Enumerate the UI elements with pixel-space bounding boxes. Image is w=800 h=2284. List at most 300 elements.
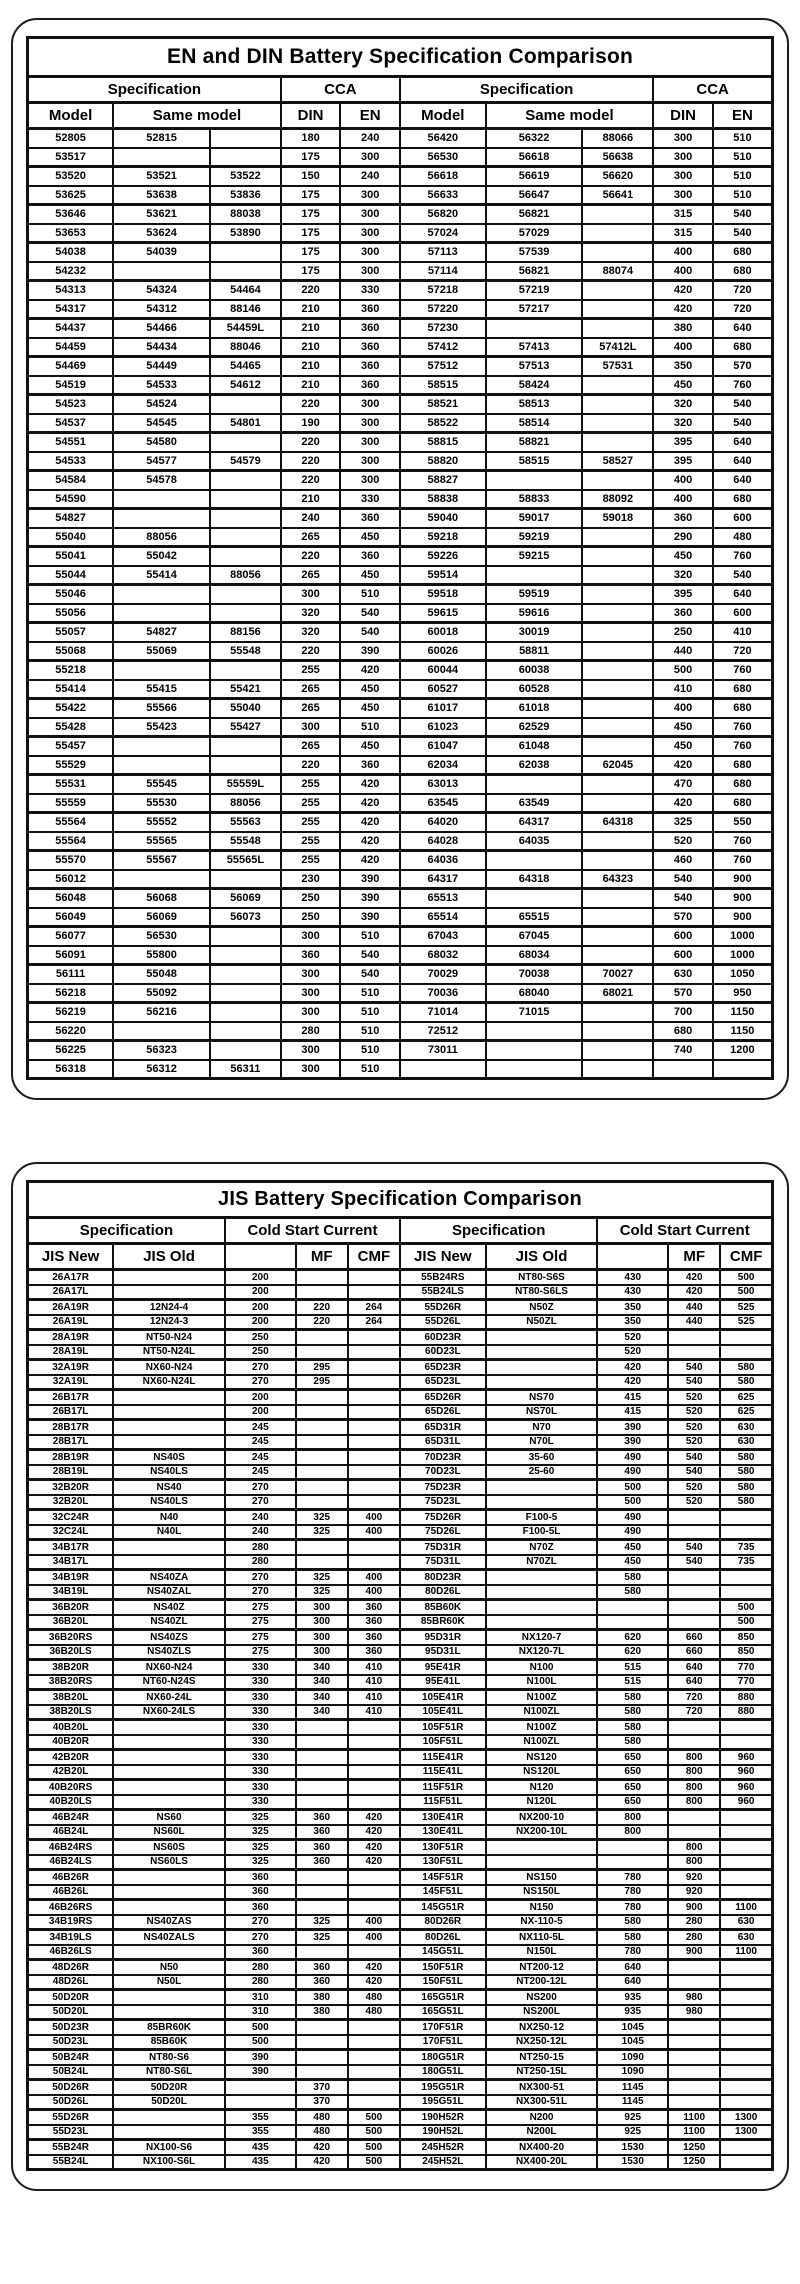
cell: 55044 bbox=[28, 566, 114, 585]
cell bbox=[296, 2065, 348, 2080]
cell: 71015 bbox=[486, 1003, 583, 1022]
cell: 88056 bbox=[210, 794, 281, 813]
cell: 12N24-4 bbox=[113, 1300, 225, 1315]
cell: 510 bbox=[340, 984, 400, 1003]
cell bbox=[582, 281, 653, 300]
cell: 510 bbox=[713, 129, 773, 148]
cell: 50D23R bbox=[28, 2020, 114, 2035]
cell: NS120 bbox=[486, 1750, 598, 1765]
cell: 56091 bbox=[28, 946, 114, 965]
cell: 300 bbox=[296, 1630, 348, 1645]
cell: 71014 bbox=[400, 1003, 486, 1022]
cell: 320 bbox=[281, 623, 341, 642]
cell: 55421 bbox=[210, 680, 281, 699]
cell: 54577 bbox=[113, 452, 210, 471]
cell: 360 bbox=[348, 1615, 400, 1630]
cell: 32A19R bbox=[28, 1360, 114, 1375]
cell: 265 bbox=[281, 737, 341, 756]
cell: 540 bbox=[668, 1450, 720, 1465]
table-row bbox=[28, 889, 773, 908]
cell: 245H52R bbox=[400, 2140, 486, 2155]
cell: 34B19LS bbox=[28, 1930, 114, 1945]
cell: NX60-N24 bbox=[113, 1660, 225, 1675]
cell: 55068 bbox=[28, 642, 114, 661]
cell: 1045 bbox=[597, 2020, 668, 2035]
cell: 56323 bbox=[113, 1041, 210, 1060]
cell: 340 bbox=[296, 1690, 348, 1705]
cell: 34B19R bbox=[28, 1570, 114, 1585]
cell bbox=[113, 262, 210, 281]
cell: 53890 bbox=[210, 224, 281, 243]
cell: 410 bbox=[348, 1660, 400, 1675]
cell bbox=[113, 1405, 225, 1420]
table-row bbox=[28, 205, 773, 224]
cell bbox=[668, 1735, 720, 1750]
cell: 640 bbox=[668, 1660, 720, 1675]
cell: NS60S bbox=[113, 1840, 225, 1855]
cell: 270 bbox=[225, 1360, 296, 1375]
table-row bbox=[28, 1660, 773, 1675]
table-row bbox=[28, 984, 773, 1003]
cell: NX120-7 bbox=[486, 1630, 598, 1645]
cell: 760 bbox=[713, 832, 773, 851]
cell: 34B19RS bbox=[28, 1915, 114, 1930]
table-row bbox=[28, 1525, 773, 1540]
cell bbox=[582, 414, 653, 433]
cell: 130E41R bbox=[400, 1810, 486, 1825]
table-row bbox=[28, 832, 773, 851]
table-row bbox=[28, 2155, 773, 2170]
cell bbox=[582, 585, 653, 604]
col-header-din-left: DIN bbox=[281, 103, 341, 129]
table-row bbox=[28, 604, 773, 623]
cell: 52815 bbox=[113, 129, 210, 148]
cell: 175 bbox=[281, 186, 341, 205]
cell: 280 bbox=[225, 1975, 296, 1990]
cell bbox=[486, 889, 583, 908]
cell: 410 bbox=[348, 1705, 400, 1720]
cell: N150L bbox=[486, 1945, 598, 1960]
cell: N70ZL bbox=[486, 1555, 598, 1570]
cell: 56820 bbox=[400, 205, 486, 224]
cell: 510 bbox=[340, 718, 400, 737]
cell: 34B19L bbox=[28, 1585, 114, 1600]
cell: 1300 bbox=[720, 2110, 772, 2125]
cell: 370 bbox=[296, 2080, 348, 2095]
cell: 48D26R bbox=[28, 1960, 114, 1975]
cell: 275 bbox=[225, 1615, 296, 1630]
cell: 61048 bbox=[486, 737, 583, 756]
cell: 55D26L bbox=[400, 1315, 486, 1330]
cell: 1200 bbox=[713, 1041, 773, 1060]
cell bbox=[400, 1060, 486, 1079]
col-header-mf-right: MF bbox=[668, 1244, 720, 1270]
cell bbox=[668, 1345, 720, 1360]
cell bbox=[210, 433, 281, 452]
cell: 760 bbox=[713, 661, 773, 680]
cell: N200 bbox=[486, 2110, 598, 2125]
cell: 280 bbox=[225, 1960, 296, 1975]
cell: 420 bbox=[668, 1285, 720, 1300]
cell bbox=[582, 395, 653, 414]
cell bbox=[582, 566, 653, 585]
cell bbox=[720, 2020, 772, 2035]
cell: 255 bbox=[281, 813, 341, 832]
cell: 46B24RS bbox=[28, 1840, 114, 1855]
cell: 105F51R bbox=[400, 1720, 486, 1735]
cell: 275 bbox=[225, 1630, 296, 1645]
table-row bbox=[28, 1885, 773, 1900]
cell: 58838 bbox=[400, 490, 486, 509]
cell: 500 bbox=[225, 2035, 296, 2050]
cell: 310 bbox=[225, 1990, 296, 2005]
cell: 59226 bbox=[400, 547, 486, 566]
cell: 680 bbox=[653, 1022, 713, 1041]
cell: 55457 bbox=[28, 737, 114, 756]
cell: 54469 bbox=[28, 357, 114, 376]
cell: 40B20LS bbox=[28, 1795, 114, 1810]
cell bbox=[296, 2035, 348, 2050]
cell: 54519 bbox=[28, 376, 114, 395]
cell: 75D31R bbox=[400, 1540, 486, 1555]
cell: 55092 bbox=[113, 984, 210, 1003]
table-row bbox=[28, 1780, 773, 1795]
cell: 980 bbox=[668, 1990, 720, 2005]
cell: 55545 bbox=[113, 775, 210, 794]
cell: 420 bbox=[348, 1975, 400, 1990]
cell: 32C24R bbox=[28, 1510, 114, 1525]
cell: 680 bbox=[713, 262, 773, 281]
cell: 64036 bbox=[400, 851, 486, 870]
table-row bbox=[28, 1300, 773, 1315]
cell bbox=[720, 2155, 772, 2170]
cell bbox=[113, 870, 210, 889]
cell: 265 bbox=[281, 528, 341, 547]
cell: 450 bbox=[653, 547, 713, 566]
cell bbox=[582, 1022, 653, 1041]
cell: 28B17L bbox=[28, 1435, 114, 1450]
cell bbox=[348, 1780, 400, 1795]
cell: 900 bbox=[713, 870, 773, 889]
cell: 360 bbox=[225, 1885, 296, 1900]
cell bbox=[348, 1405, 400, 1420]
cell: 395 bbox=[653, 585, 713, 604]
cell: 36B20RS bbox=[28, 1630, 114, 1645]
cell: 420 bbox=[653, 756, 713, 775]
cell: 50D20R bbox=[113, 2080, 225, 2095]
cell: 210 bbox=[281, 300, 341, 319]
table-row bbox=[28, 1420, 773, 1435]
cell: 1000 bbox=[713, 946, 773, 965]
cell bbox=[296, 1495, 348, 1510]
cell bbox=[296, 1390, 348, 1405]
cell: 64020 bbox=[400, 813, 486, 832]
cell: 700 bbox=[653, 1003, 713, 1022]
cell bbox=[296, 1540, 348, 1555]
cell: 85B60K bbox=[400, 1600, 486, 1615]
cell: 450 bbox=[340, 680, 400, 699]
cell bbox=[597, 1615, 668, 1630]
cell: 46B26R bbox=[28, 1870, 114, 1885]
cell: 55218 bbox=[28, 661, 114, 680]
column-header-row bbox=[28, 1244, 773, 1270]
table-row bbox=[28, 1690, 773, 1705]
cell: 55415 bbox=[113, 680, 210, 699]
cell: 275 bbox=[225, 1645, 296, 1660]
cell bbox=[720, 1840, 772, 1855]
cell: NS40ZL bbox=[113, 1615, 225, 1630]
cell bbox=[720, 1990, 772, 2005]
cell bbox=[582, 661, 653, 680]
cell: 800 bbox=[668, 1750, 720, 1765]
cell: 57531 bbox=[582, 357, 653, 376]
cell: 68032 bbox=[400, 946, 486, 965]
cell: 54312 bbox=[113, 300, 210, 319]
cell bbox=[668, 2080, 720, 2095]
cell: N50ZL bbox=[486, 1315, 598, 1330]
cell: 73011 bbox=[400, 1041, 486, 1060]
cell: N50Z bbox=[486, 1300, 598, 1315]
cell: 630 bbox=[720, 1930, 772, 1945]
cell: 500 bbox=[720, 1270, 772, 1285]
cell: 395 bbox=[653, 433, 713, 452]
cell: 53621 bbox=[113, 205, 210, 224]
table-row bbox=[28, 927, 773, 946]
cell: 25-60 bbox=[486, 1465, 598, 1480]
cell: N120L bbox=[486, 1795, 598, 1810]
cell: 780 bbox=[597, 1945, 668, 1960]
col-header-model-left: Model bbox=[28, 103, 114, 129]
cell: 55548 bbox=[210, 642, 281, 661]
cell: 500 bbox=[597, 1495, 668, 1510]
cell: 56312 bbox=[113, 1060, 210, 1079]
cell: 85BR60K bbox=[113, 2020, 225, 2035]
cell: 315 bbox=[653, 205, 713, 224]
cell: 52805 bbox=[28, 129, 114, 148]
cell: 58522 bbox=[400, 414, 486, 433]
cell: 340 bbox=[296, 1675, 348, 1690]
cell bbox=[113, 1435, 225, 1450]
cell bbox=[486, 1585, 598, 1600]
cell: 550 bbox=[713, 813, 773, 832]
cell: 64035 bbox=[486, 832, 583, 851]
cell: 57220 bbox=[400, 300, 486, 319]
table-row bbox=[28, 1840, 773, 1855]
cell: 54612 bbox=[210, 376, 281, 395]
cell: 65D23R bbox=[400, 1360, 486, 1375]
cell: 265 bbox=[281, 566, 341, 585]
cell: 38B20RS bbox=[28, 1675, 114, 1690]
cell bbox=[720, 2095, 772, 2110]
cell: 1150 bbox=[713, 1003, 773, 1022]
cell: 325 bbox=[296, 1525, 348, 1540]
cell: 64317 bbox=[400, 870, 486, 889]
cell: 55548 bbox=[210, 832, 281, 851]
cell: 300 bbox=[281, 927, 341, 946]
cell: 34B17L bbox=[28, 1555, 114, 1570]
cell: 330 bbox=[225, 1690, 296, 1705]
cell: 490 bbox=[597, 1450, 668, 1465]
cell: 325 bbox=[225, 1825, 296, 1840]
cell: 40B20RS bbox=[28, 1780, 114, 1795]
cell: 360 bbox=[296, 1825, 348, 1840]
cell: 60026 bbox=[400, 642, 486, 661]
table-row bbox=[28, 1945, 773, 1960]
cell bbox=[348, 1765, 400, 1780]
cell: 35-60 bbox=[486, 1450, 598, 1465]
table-row bbox=[28, 1480, 773, 1495]
cell: 88046 bbox=[210, 338, 281, 357]
cell: NS40ZA bbox=[113, 1570, 225, 1585]
cell: 500 bbox=[348, 2155, 400, 2170]
cell: 300 bbox=[281, 718, 341, 737]
cell bbox=[348, 1360, 400, 1375]
cell: 50D26R bbox=[28, 2080, 114, 2095]
cell bbox=[113, 604, 210, 623]
cell: 850 bbox=[720, 1645, 772, 1660]
cell: 360 bbox=[340, 376, 400, 395]
cell: 175 bbox=[281, 224, 341, 243]
cell: 53646 bbox=[28, 205, 114, 224]
cell: NS40ZAS bbox=[113, 1915, 225, 1930]
cell: 200 bbox=[225, 1285, 296, 1300]
table-row bbox=[28, 1060, 773, 1079]
cell: 540 bbox=[340, 946, 400, 965]
cell bbox=[582, 604, 653, 623]
cell: 61018 bbox=[486, 699, 583, 718]
cell: 56049 bbox=[28, 908, 114, 927]
cell: 240 bbox=[340, 167, 400, 186]
cell: 350 bbox=[597, 1300, 668, 1315]
cell: 115E41R bbox=[400, 1750, 486, 1765]
cell: 55D26R bbox=[28, 2110, 114, 2125]
cell: 190 bbox=[281, 414, 341, 433]
cell: 360 bbox=[225, 1900, 296, 1915]
cell: 70D23L bbox=[400, 1465, 486, 1480]
cell: 720 bbox=[668, 1690, 720, 1705]
cell: 54801 bbox=[210, 414, 281, 433]
cell bbox=[653, 1060, 713, 1079]
cell: 65D31R bbox=[400, 1420, 486, 1435]
table-title-row bbox=[28, 1182, 773, 1218]
cell: NS200 bbox=[486, 1990, 598, 2005]
cell bbox=[486, 1345, 598, 1360]
cell: 56311 bbox=[210, 1060, 281, 1079]
cell: NS40Z bbox=[113, 1600, 225, 1615]
cell: 55800 bbox=[113, 946, 210, 965]
cell: 300 bbox=[296, 1600, 348, 1615]
cell: 540 bbox=[340, 623, 400, 642]
cell: 1100 bbox=[668, 2110, 720, 2125]
cell: 57218 bbox=[400, 281, 486, 300]
col-header-en-left: EN bbox=[340, 103, 400, 129]
cell: 880 bbox=[720, 1705, 772, 1720]
en-din-table bbox=[26, 36, 774, 1080]
cell: 50B24L bbox=[28, 2065, 114, 2080]
cell bbox=[720, 1825, 772, 1840]
cell bbox=[348, 2095, 400, 2110]
cell: 540 bbox=[340, 965, 400, 984]
cell: 360 bbox=[296, 1975, 348, 1990]
table-row bbox=[28, 1810, 773, 1825]
cell: 245 bbox=[225, 1465, 296, 1480]
cell: 55414 bbox=[113, 566, 210, 585]
cell bbox=[348, 1720, 400, 1735]
cell: N100Z bbox=[486, 1720, 598, 1735]
cell: 300 bbox=[340, 452, 400, 471]
cell: NS40ZLS bbox=[113, 1645, 225, 1660]
cell bbox=[296, 1555, 348, 1570]
cell: 800 bbox=[668, 1765, 720, 1780]
cell: 440 bbox=[668, 1315, 720, 1330]
cell: 920 bbox=[668, 1885, 720, 1900]
cell: 880 bbox=[720, 1690, 772, 1705]
cell: 640 bbox=[713, 471, 773, 490]
cell: 1145 bbox=[597, 2095, 668, 2110]
cell: 195G51L bbox=[400, 2095, 486, 2110]
cell bbox=[713, 1060, 773, 1079]
cell: 680 bbox=[713, 699, 773, 718]
cell: 360 bbox=[340, 756, 400, 775]
cell: NT50-N24 bbox=[113, 1330, 225, 1345]
cell: 70027 bbox=[582, 965, 653, 984]
cell: 220 bbox=[296, 1315, 348, 1330]
cell: 380 bbox=[296, 2005, 348, 2020]
table-row bbox=[28, 1022, 773, 1041]
cell bbox=[668, 1330, 720, 1345]
cell: NT200-12 bbox=[486, 1960, 598, 1975]
cell bbox=[486, 1360, 598, 1375]
table-title: EN and DIN Battery Specification Comparison bbox=[28, 38, 773, 77]
cell: NX400-20L bbox=[486, 2155, 598, 2170]
cell: 300 bbox=[340, 395, 400, 414]
cell: 56618 bbox=[400, 167, 486, 186]
cell: 360 bbox=[348, 1600, 400, 1615]
table-row bbox=[28, 1975, 773, 1990]
cell bbox=[296, 1270, 348, 1285]
cell: 330 bbox=[225, 1735, 296, 1750]
cell: 450 bbox=[340, 528, 400, 547]
cell: 390 bbox=[340, 642, 400, 661]
cell bbox=[486, 1330, 598, 1345]
col-header-din-right: DIN bbox=[653, 103, 713, 129]
cell: 67043 bbox=[400, 927, 486, 946]
table-row bbox=[28, 699, 773, 718]
cell: 130F51R bbox=[400, 1840, 486, 1855]
cell bbox=[296, 1765, 348, 1780]
cell bbox=[348, 1420, 400, 1435]
cell: 53522 bbox=[210, 167, 281, 186]
cell: 55056 bbox=[28, 604, 114, 623]
cell: 65D26L bbox=[400, 1405, 486, 1420]
cell: 330 bbox=[340, 490, 400, 509]
cell: 250 bbox=[281, 908, 341, 927]
cell bbox=[113, 1780, 225, 1795]
cell: 315 bbox=[653, 224, 713, 243]
cell: 600 bbox=[653, 946, 713, 965]
col-header-same-model-right: Same model bbox=[486, 103, 654, 129]
cell: 540 bbox=[653, 870, 713, 889]
cell: 270 bbox=[225, 1915, 296, 1930]
cell: 95E41R bbox=[400, 1660, 486, 1675]
cell: 70036 bbox=[400, 984, 486, 1003]
cell: 57219 bbox=[486, 281, 583, 300]
cell: 450 bbox=[653, 718, 713, 737]
cell: NX200-10 bbox=[486, 1810, 598, 1825]
cell: NS60L bbox=[113, 1825, 225, 1840]
cell: 54578 bbox=[113, 471, 210, 490]
cell: 264 bbox=[348, 1300, 400, 1315]
